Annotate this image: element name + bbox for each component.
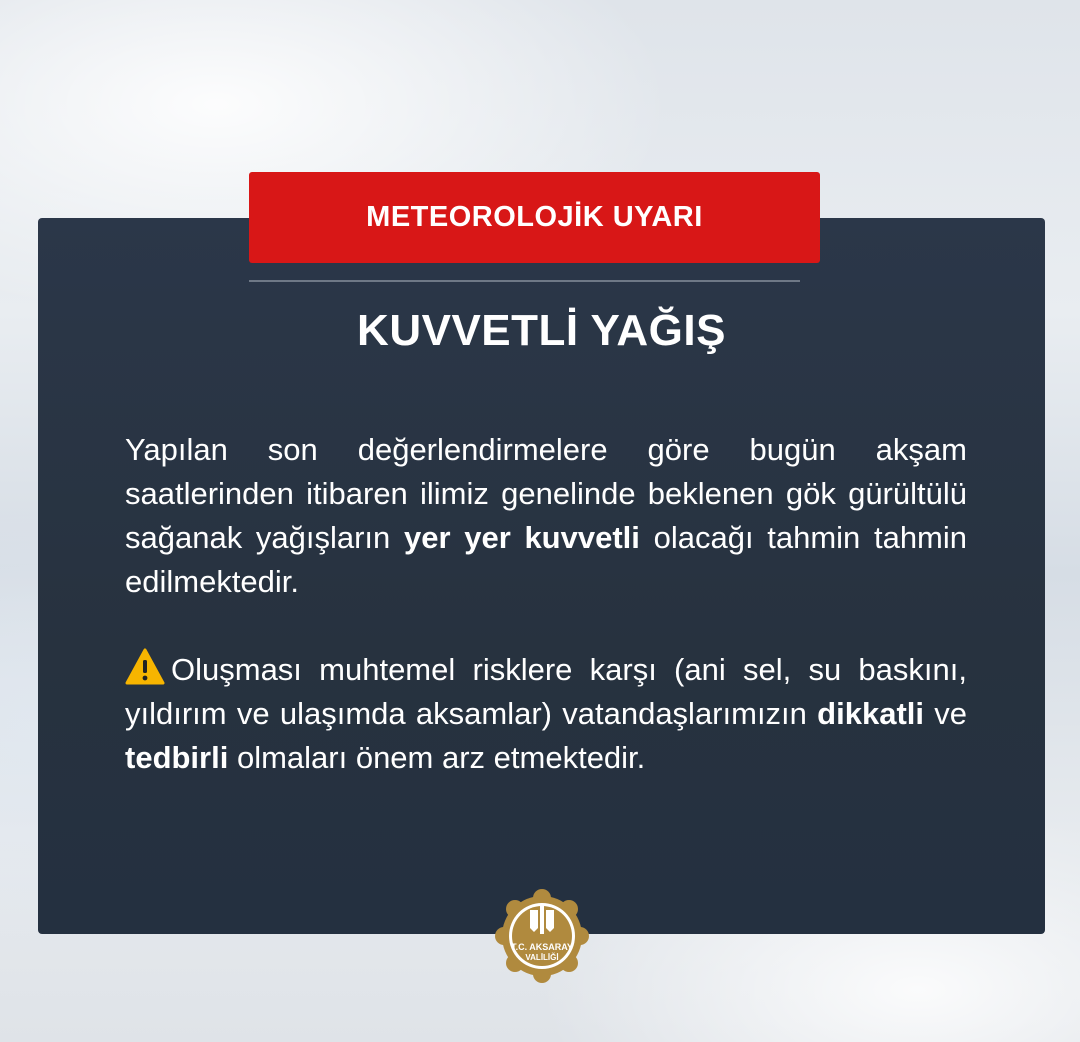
seal-text-line2: VALİLİĞİ	[525, 953, 559, 962]
divider	[249, 280, 800, 282]
emphasis-cautious: tedbirli	[125, 740, 229, 775]
paragraph-advice: Oluşması muhtemel risklere karşı (ani sel, su baskını, yıldırım ve ulaşımda aksamlar) vatandaşlarımızın dikkatli ve tedbirli olmaları önem arz etmektedir.	[125, 648, 967, 780]
page-title: KUVVETLİ YAĞIŞ	[357, 306, 726, 355]
governorship-seal-logo	[494, 888, 590, 984]
badge-label: METEOROLOJİK UYARI	[366, 201, 703, 233]
warning-icon	[125, 648, 165, 686]
seal-text-line1: T.C. AKSARAY	[511, 942, 573, 952]
emphasis-careful: dikkatli	[817, 696, 924, 731]
alert-type-badge	[249, 172, 820, 263]
alert-body	[125, 428, 967, 780]
emphasis-strong: yer yer kuvvetli	[403, 520, 640, 555]
paragraph-forecast: Yapılan son değerlendirmelere göre bugün akşam saatlerinden itibaren ilimiz genelinde beklenen gök gürültülü sağanak yağışların yer yer kuvvetli olacağı tahmin tahmin edilmektedir.	[125, 432, 968, 599]
